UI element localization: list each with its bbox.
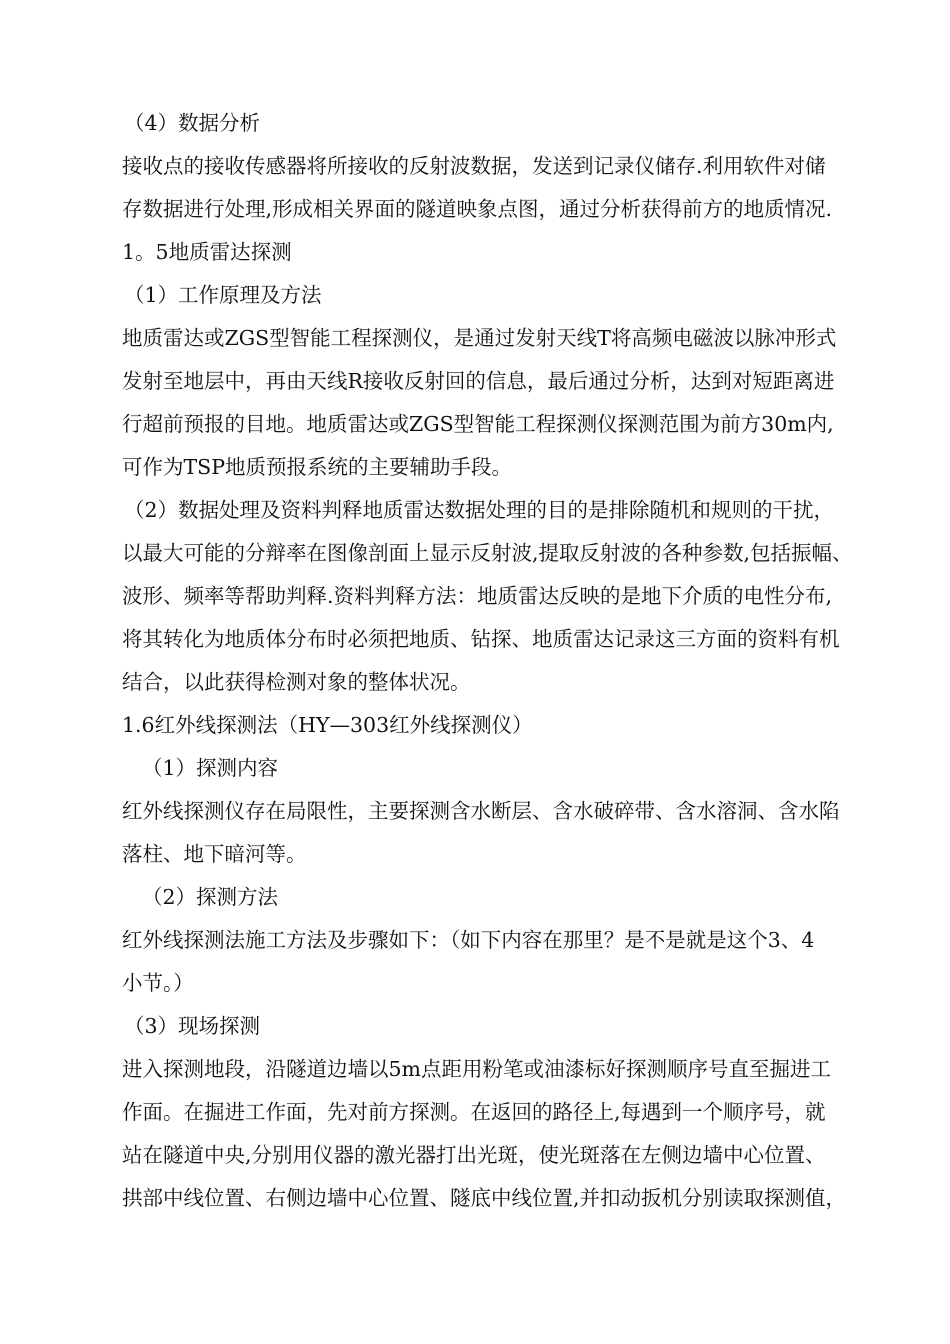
paragraph-line: 将其转化为地质体分布时必须把地质、钻探、地质雷达记录这三方面的资料有机 <box>122 627 840 651</box>
paragraph-line: 地质雷达或ZGS型智能工程探测仪，是通过发射天线T将高频电磁波以脉冲形式 <box>122 326 837 350</box>
paragraph-line: 存数据进行处理,形成相关界面的隧道映象点图，通过分析获得前方的地质情况. <box>122 197 833 221</box>
paragraph-line: 站在隧道中央,分别用仪器的激光器打出光斑，使光斑落在左侧边墙中心位置、 <box>122 1143 826 1167</box>
paragraph-line: 拱部中线位置、右侧边墙中心位置、隧底中线位置,并扣动扳机分别读取探测值， <box>122 1186 847 1210</box>
paragraph-line: 发射至地层中，再由天线R接收反射回的信息，最后通过分析，达到对短距离进 <box>122 369 835 393</box>
subheading-working-principle: （1）工作原理及方法 <box>124 283 322 307</box>
paragraph-line: 以最大可能的分辩率在图像剖面上显示反射波,提取反射波的各种参数,包括振幅、 <box>122 541 853 565</box>
subheading-data-processing: （2）数据处理及资料判释地质雷达数据处理的目的是排除随机和规则的干扰， <box>124 498 835 522</box>
heading-data-analysis: （4）数据分析 <box>124 111 261 135</box>
paragraph-line: 红外线探测法施工方法及步骤如下：（如下内容在那里？是不是就是这个3、4 <box>122 928 815 952</box>
paragraph-line: 接收点的接收传感器将所接收的反射波数据，发送到记录仪储存.利用软件对储 <box>122 154 826 178</box>
subheading-field-detection: （3）现场探测 <box>124 1014 261 1038</box>
paragraph-line: 可作为TSP地质预报系统的主要辅助手段。 <box>122 455 513 479</box>
subheading-detection-method: （2）探测方法 <box>142 885 279 909</box>
paragraph-line: 小节。） <box>122 971 194 995</box>
section-heading-1-6: 1.6红外线探测法（HY—303红外线探测仪） <box>122 713 533 737</box>
paragraph-line: 波形、频率等帮助判释.资料判释方法：地质雷达反映的是地下介质的电性分布, <box>122 584 833 608</box>
paragraph-line: 进入探测地段，沿隧道边墙以5m点距用粉笔或油漆标好探测顺序号直至掘进工 <box>122 1057 831 1081</box>
paragraph-line: 结合，以此获得检测对象的整体状况。 <box>122 670 471 694</box>
subheading-detection-content: （1）探测内容 <box>142 756 279 780</box>
section-heading-1-5: 1。5地质雷达探测 <box>122 240 292 264</box>
paragraph-line: 红外线探测仪存在局限性，主要探测含水断层、含水破碎带、含水溶洞、含水陷 <box>122 799 840 823</box>
paragraph-line: 行超前预报的目地。地质雷达或ZGS型智能工程探测仪探测范围为前方30m内, <box>122 412 834 436</box>
paragraph-line: 落柱、地下暗河等。 <box>122 842 307 866</box>
paragraph-line: 作面。在掘进工作面，先对前方探测。在返回的路径上,每遇到一个顺序号，就 <box>122 1100 826 1124</box>
